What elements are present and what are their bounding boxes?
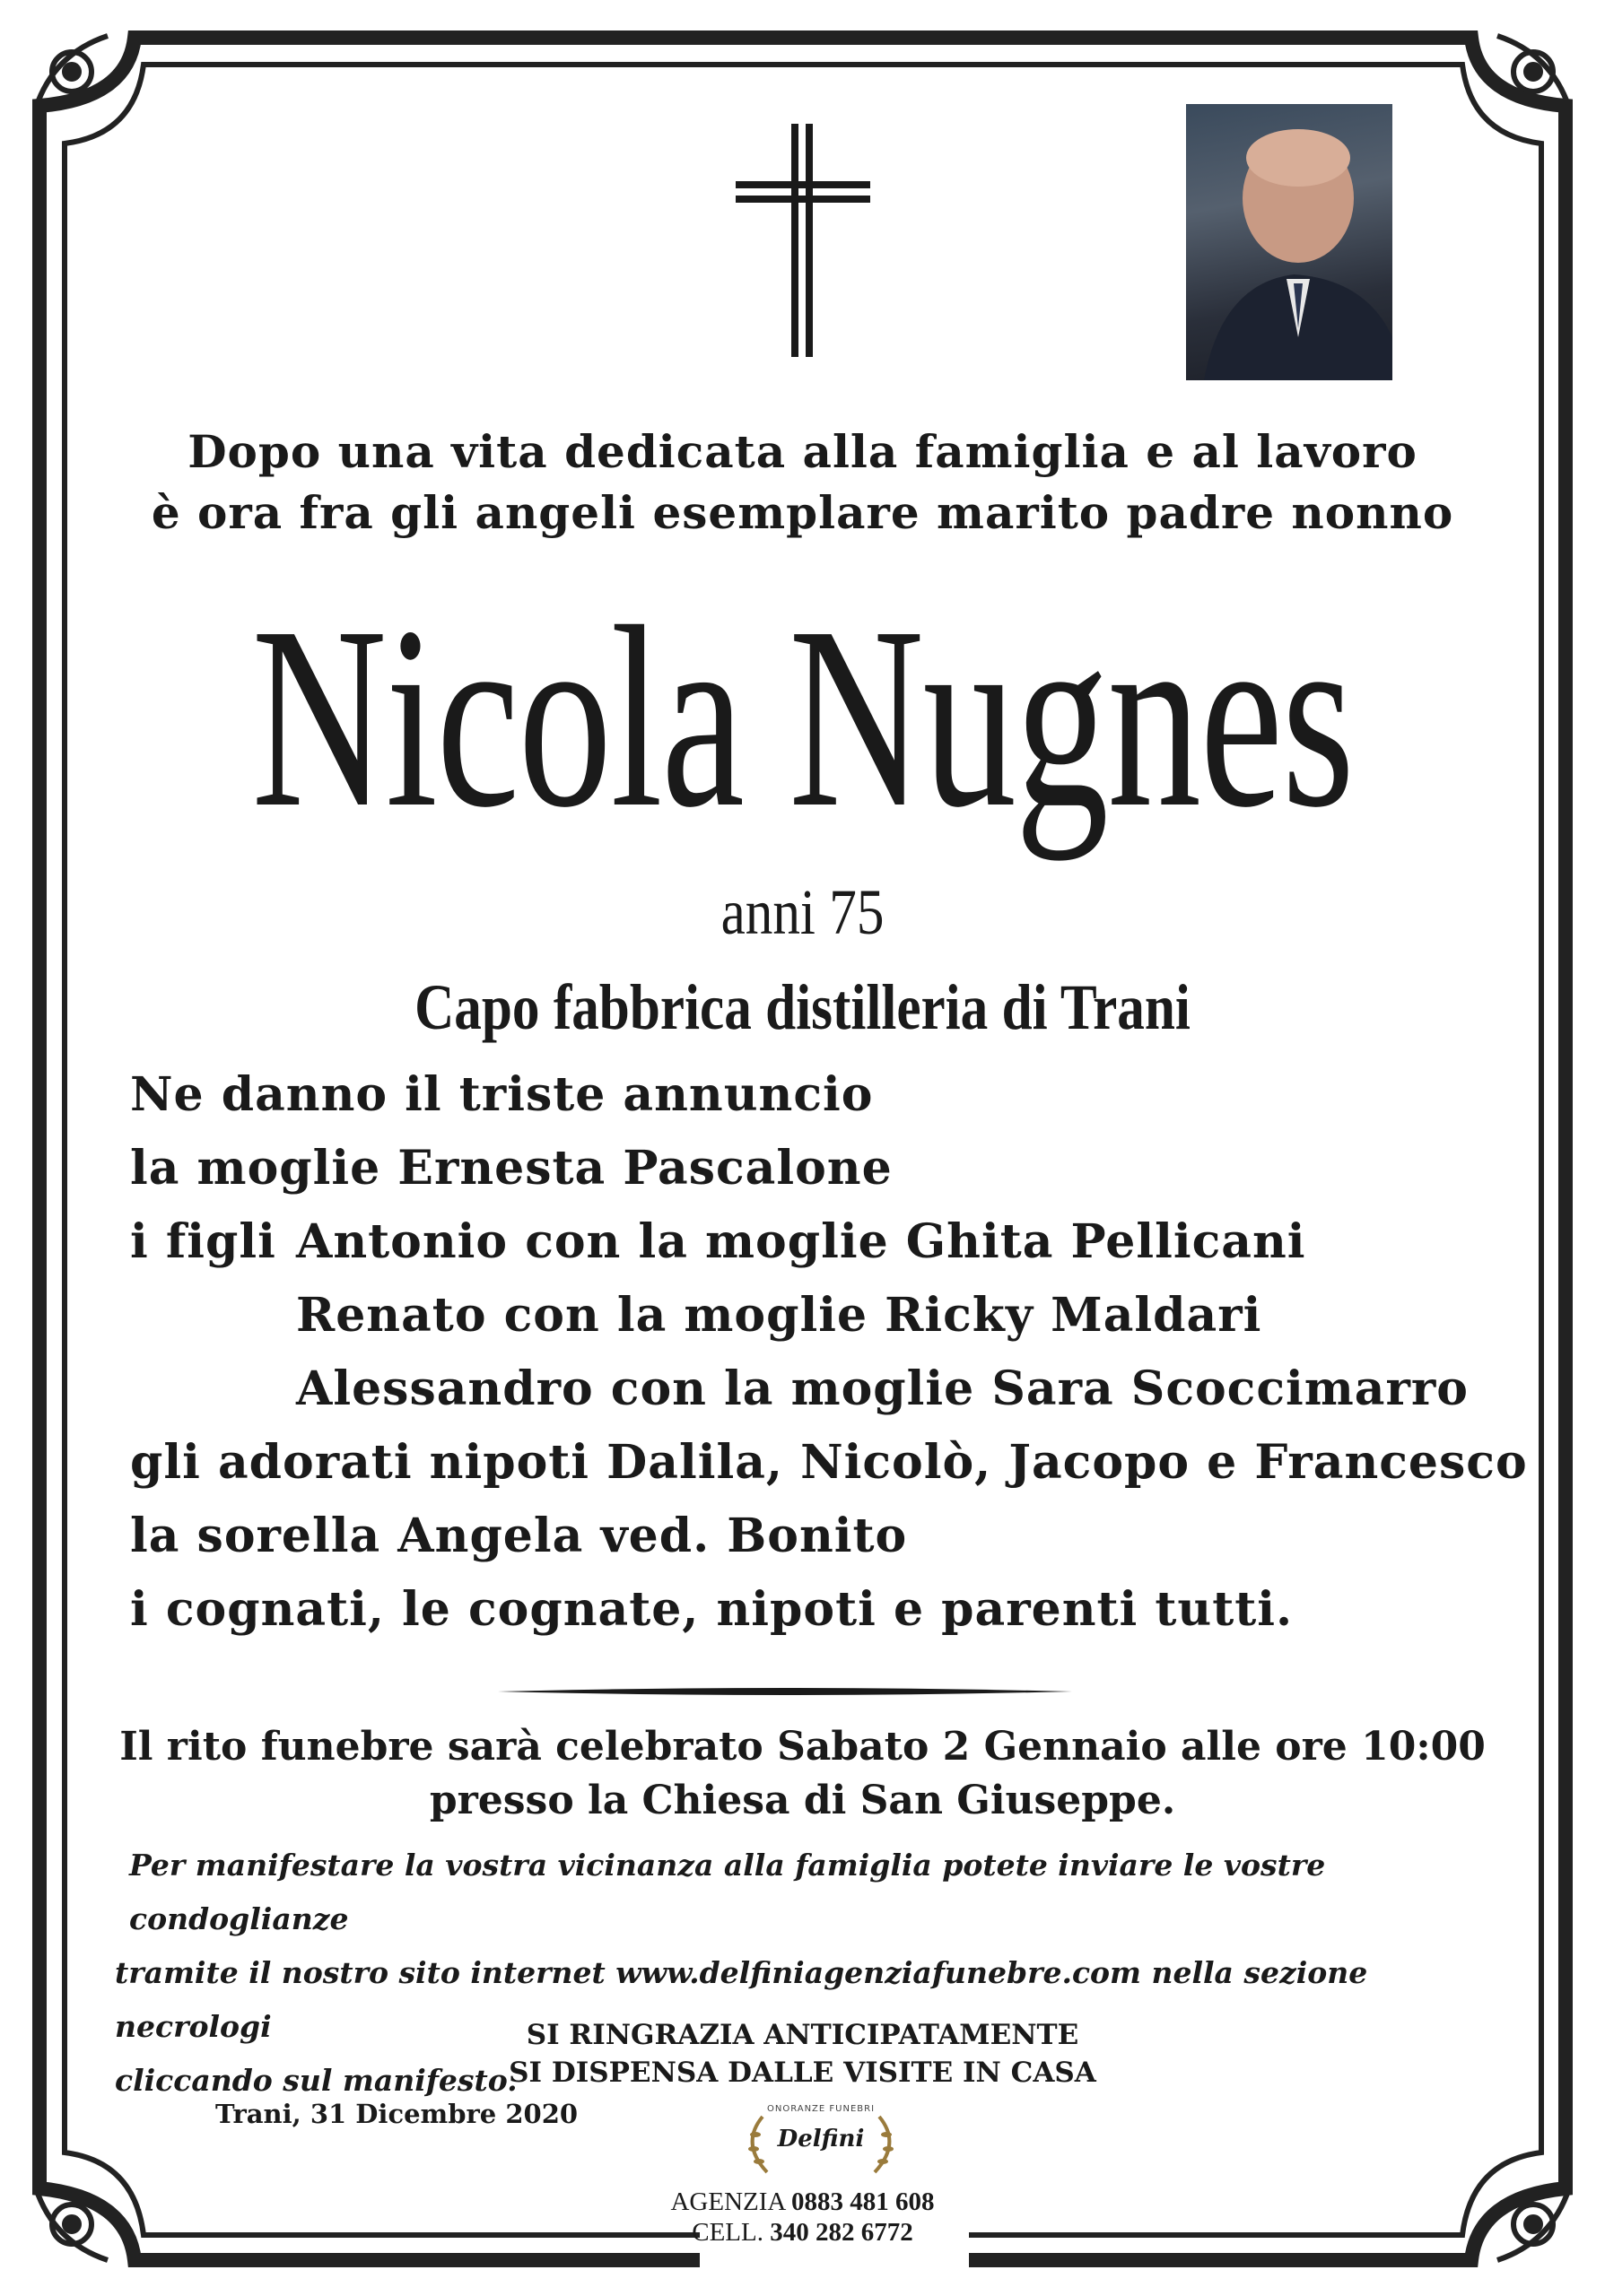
agency-phone-label: AGENZIA xyxy=(670,2187,785,2216)
intro-line-1: Dopo una vita dedicata alla famiglia e al lavoro xyxy=(188,425,1417,478)
announcement-grandchildren: gli adorati nipoti Dalila, Nicolò, Jacopo e Francesco xyxy=(130,1435,1528,1490)
agency-logo-name: Delfini xyxy=(777,2126,865,2152)
condolences-line-1: Per manifestare la vostra vicinanza alla famiglia potete inviare le vostre condoglianze xyxy=(129,1848,1326,1936)
agency-phone: 0883 481 608 xyxy=(791,2187,935,2216)
funeral-line-2: presso la Chiesa di San Giuseppe. xyxy=(429,1778,1176,1823)
cross-icon xyxy=(736,124,870,357)
announcement-block xyxy=(130,1058,1528,1647)
dateline: Trani, 31 Dicembre 2020 xyxy=(215,2099,579,2129)
intro-text xyxy=(0,422,1605,544)
portrait-photo xyxy=(1186,104,1392,380)
condolences-line-2: tramite il nostro sito internet www.delfiniagenziafunebre.com nella sezione necrologi xyxy=(115,1955,1368,2044)
condolences-line-3: cliccando sul manifesto. xyxy=(115,2063,518,2098)
notices xyxy=(0,2016,1605,2092)
agency-phone-row xyxy=(0,2187,1605,2217)
announcement-children-row xyxy=(130,1205,1494,1279)
intro-line-2: è ora fra gli angeli esemplare marito padre nonno xyxy=(151,486,1454,539)
notice-thanks: SI RINGRAZIA ANTICIPATAMENTE xyxy=(526,2019,1079,2051)
agency-cell: 340 282 6772 xyxy=(770,2218,913,2247)
announcement-sister: la sorella Angela ved. Bonito xyxy=(130,1509,908,1563)
agency-contacts xyxy=(0,2187,1605,2248)
announcement-wife: la moglie Ernesta Pascalone xyxy=(130,1141,893,1196)
agency-logo xyxy=(736,2099,906,2179)
deceased-role: Capo fabbrica distilleria di Trani xyxy=(414,971,1191,1043)
child-1: Antonio con la moglie Ghita Pellicani xyxy=(296,1214,1306,1269)
deceased-name: Nicola Nugnes xyxy=(251,573,1354,861)
funeral-info xyxy=(0,1720,1605,1828)
agency-logo-subtitle: ONORANZE FUNEBRI xyxy=(766,2104,876,2114)
announcement-others: i cognati, le cognate, nipoti e parenti tutti. xyxy=(130,1582,1294,1637)
deceased-age: anni 75 xyxy=(720,876,885,948)
agency-cell-label: CELL. xyxy=(692,2218,763,2247)
child-2: Renato con la moglie Ricky Maldari xyxy=(296,1288,1262,1343)
announcement-intro: Ne danno il triste annuncio xyxy=(130,1067,874,1122)
divider-line xyxy=(498,1684,1072,1699)
children-label: i figli xyxy=(130,1214,276,1269)
child-3: Alessandro con la moglie Sara Scoccimarro xyxy=(296,1361,1469,1416)
funeral-line-1: Il rito funebre sarà celebrato Sabato 2 Gennaio alle ore 10:00 xyxy=(119,1724,1486,1770)
agency-cell-row xyxy=(0,2217,1605,2248)
notice-no-visits: SI DISPENSA DALLE VISITE IN CASA xyxy=(509,2057,1096,2089)
